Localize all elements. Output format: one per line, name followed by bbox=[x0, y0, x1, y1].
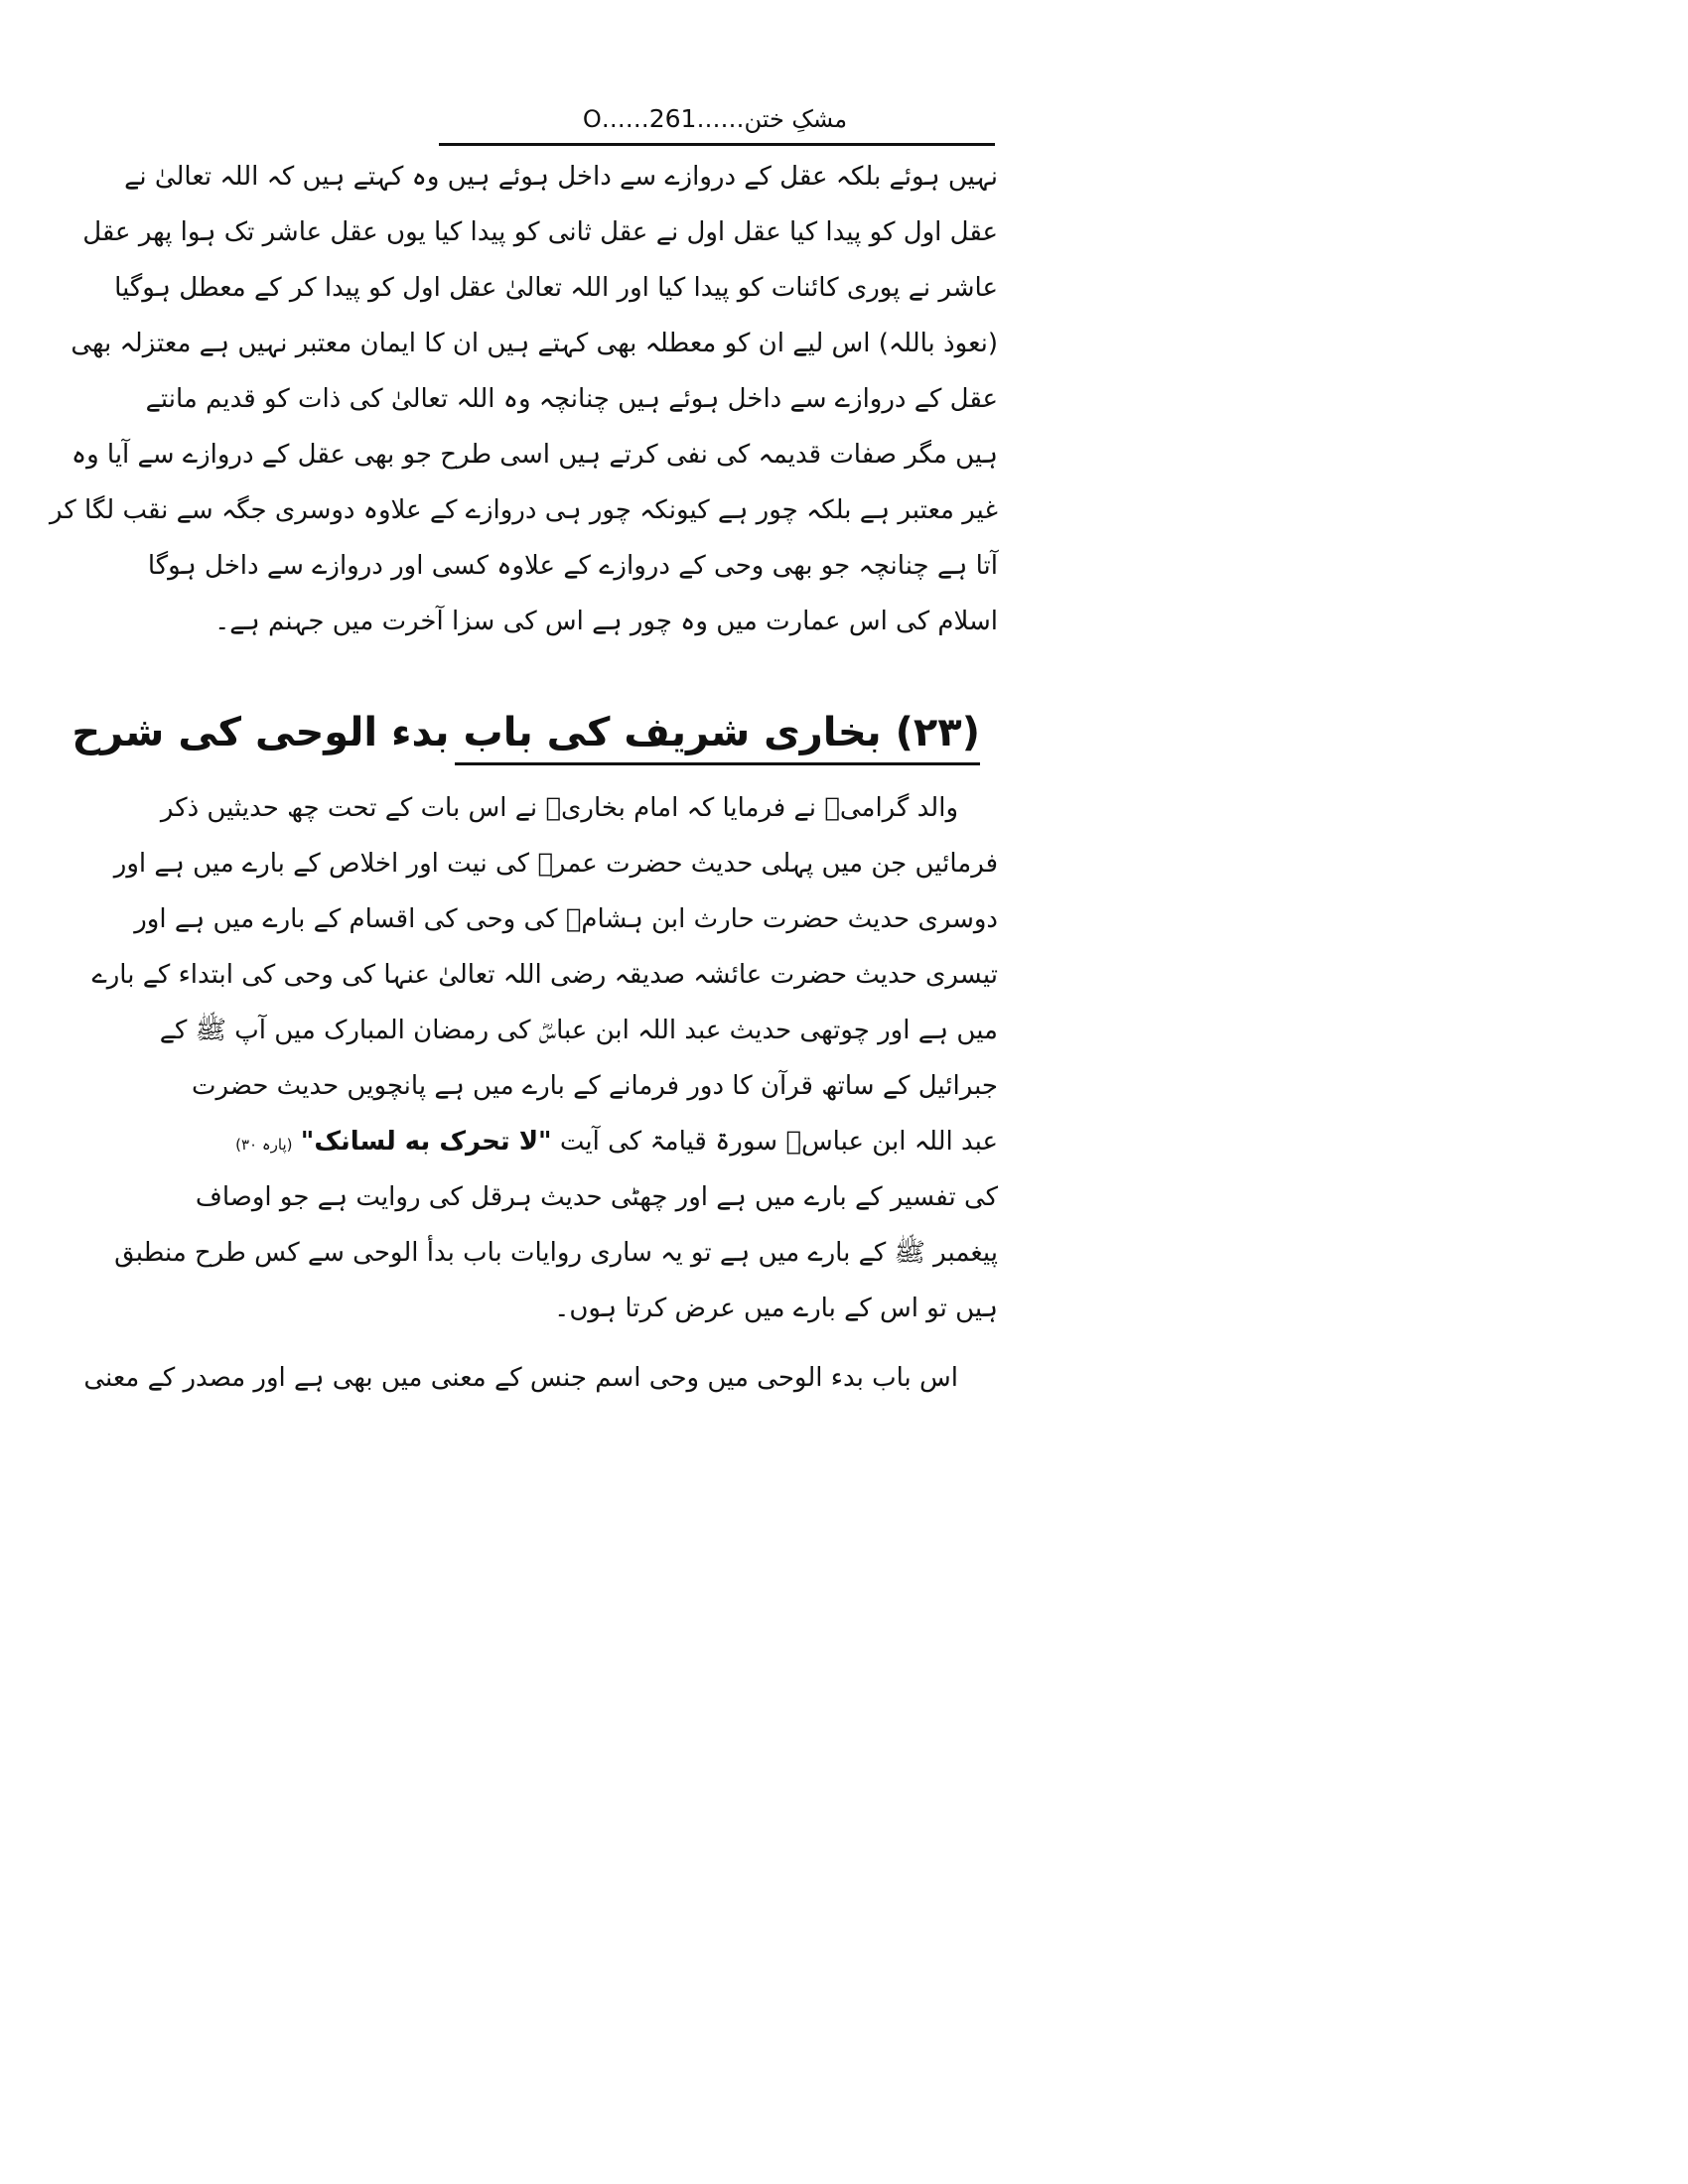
paragraph-1 bbox=[50, 149, 998, 649]
text-line: میں ہے اور چوتھی حدیث عبد اللہ ابن عباسؓ کی رمضان المبارک میں آپ ﷺ کے bbox=[159, 1016, 998, 1045]
quranic-verse: "لا تحرک به لسانک" bbox=[300, 1127, 552, 1157]
header-rule bbox=[439, 143, 995, 146]
verse-line bbox=[235, 1114, 998, 1169]
text-line: آتا ہے چنانچہ جو بھی وحی کے دروازے کے علاوہ کسی اور دروازے سے داخل ہوگا bbox=[147, 551, 998, 581]
section-heading: (۲۳) بخاری شریف کی باب بدء الوحی کی شرح bbox=[455, 703, 980, 765]
page-number: 261 bbox=[648, 104, 697, 133]
text-line: عقل کے دروازے سے داخل ہوئے ہیں چنانچہ وہ اللہ تعالیٰ کی ذات کو قدیم مانتے bbox=[145, 384, 998, 414]
text-line: عقل اول کو پیدا کیا عقل اول نے عقل ثانی کو پیدا کیا یوں عقل عاشر تک ہوا پھر عقل bbox=[82, 217, 998, 247]
header-separator: ……O…… bbox=[582, 105, 745, 133]
text-line: اس باب بدء الوحی میں وحی اسم جنس کے معنی میں بھی ہے اور مصدر کے معنی bbox=[83, 1363, 958, 1393]
text-line: (نعوذ باللہ) اس لیے ان کو معطلہ بھی کہتے ہیں ان کا ایمان معتبر نہیں ہے معتزلہ بھی bbox=[70, 329, 998, 358]
text-line: تیسری حدیث حضرت عائشہ صدیقہ رضی اللہ تعالیٰ عنہا کی وحی کی ابتداء کے بارے bbox=[91, 960, 998, 990]
text-line: جبرائیل کے ساتھ قرآن کا دور فرمانے کے بارے میں ہے پانچویں حدیث حضرت bbox=[191, 1071, 998, 1101]
text-line: فرمائیں جن میں پہلی حدیث حضرت عمرؓ کی نیت اور اخلاص کے بارے میں ہے اور bbox=[113, 849, 998, 879]
running-header bbox=[437, 99, 993, 139]
text-line: والد گرامیؒ نے فرمایا کہ امام بخاریؒ نے اس بات کے تحت چھ حدیثیں ذکر bbox=[160, 793, 958, 823]
book-title: مشکِ ختن bbox=[744, 105, 848, 133]
text-line: دوسری حدیث حضرت حارث ابن ہشامؓ کی وحی کی اقسام کے بارے میں ہے اور bbox=[134, 904, 998, 934]
text-line: ہیں تو اس کے بارے میں عرض کرتا ہوں۔ bbox=[554, 1294, 998, 1323]
text-line: نہیں ہوئے بلکہ عقل کے دروازے سے داخل ہوئے ہیں وہ کہتے ہیں کہ اللہ تعالیٰ نے bbox=[124, 162, 998, 192]
text-line: اسلام کی اس عمارت میں وہ چور ہے اس کی سزا آخرت میں جہنم ہے۔ bbox=[214, 607, 998, 636]
text-line: کی تفسیر کے بارے میں ہے اور چھٹی حدیث ہرقل کی روایت ہے جو اوصاف bbox=[195, 1182, 998, 1212]
text-line: عاشر نے پوری کائنات کو پیدا کیا اور اللہ تعالیٰ عقل اول کو پیدا کر کے معطل ہوگیا bbox=[114, 273, 998, 303]
text-line: غیر معتبر ہے بلکہ چور ہے کیونکہ چور ہی دروازے کے علاوہ دوسری جگہ سے نقب لگا کر bbox=[50, 495, 998, 525]
text-line: پیغمبر ﷺ کے بارے میں ہے تو یہ ساری روایات باب بدأ الوحی سے کس طرح منطبق bbox=[114, 1238, 998, 1268]
paragraph-gap bbox=[437, 1336, 998, 1350]
section-heading-wrap bbox=[71, 703, 998, 772]
section-body bbox=[83, 780, 998, 1406]
verse-reference: (پارہ ۳۰) bbox=[235, 1136, 293, 1154]
text-line: ہیں مگر صفات قدیمہ کی نفی کرتے ہیں اسی طرح جو بھی عقل کے دروازے سے آیا وہ bbox=[70, 440, 998, 470]
verse-lead-text: عبد اللہ ابن عباسؓ سورۃ قیامۃ کی آیت bbox=[559, 1127, 998, 1157]
